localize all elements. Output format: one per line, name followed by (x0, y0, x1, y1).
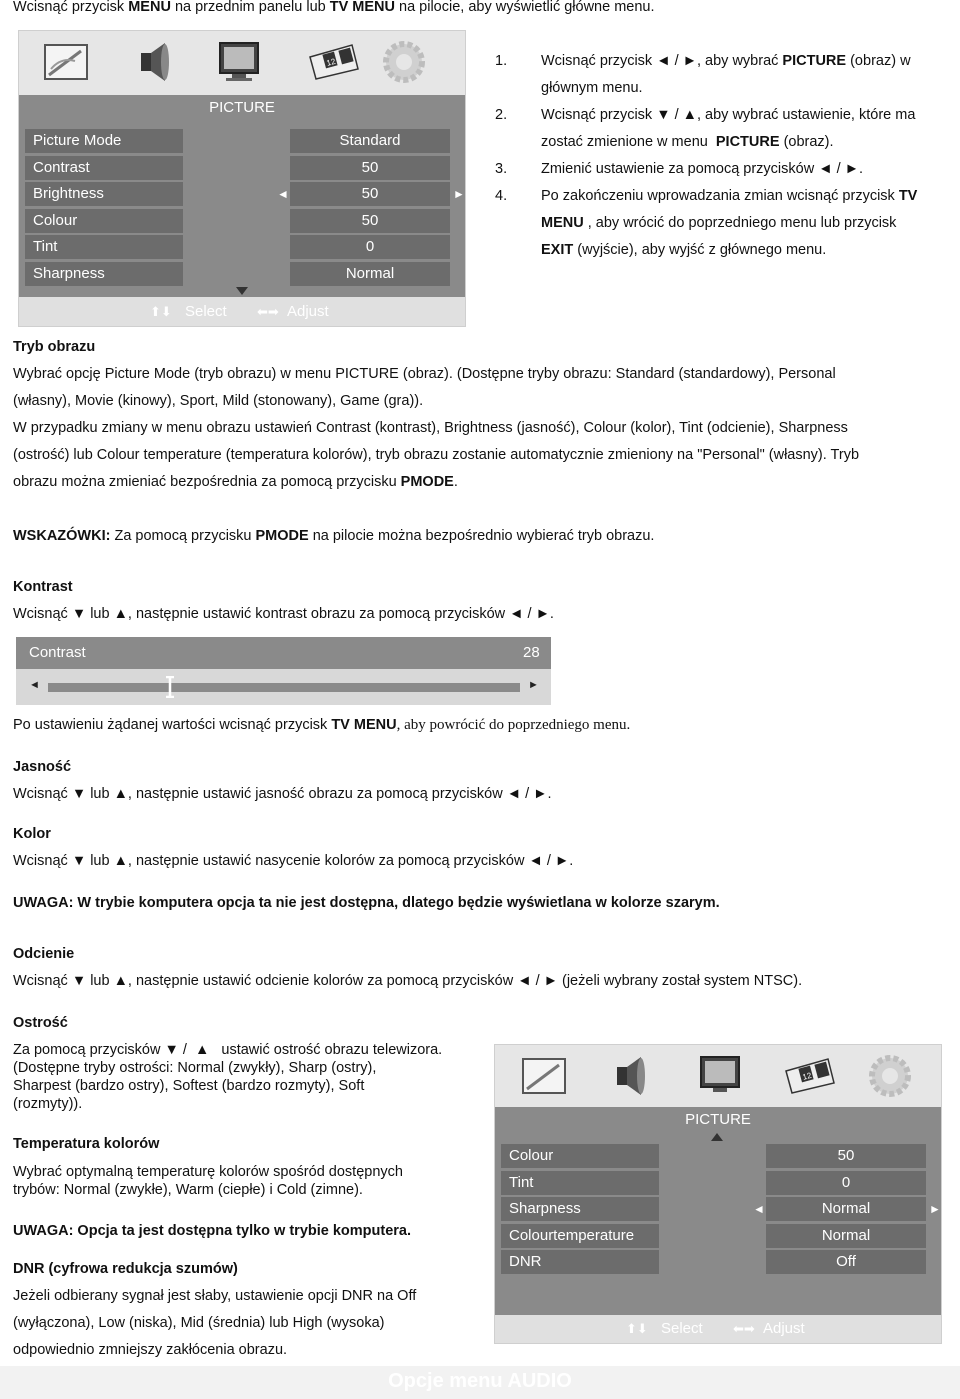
banner-title: Opcje menu AUDIO (388, 1370, 572, 1392)
paragraph-line: (ostrość) lub Colour temperature (temperatura kolorów), tryb obrazu zostanie automatycznie zmieniony na "Personal" (własny). Tryb (13, 447, 860, 463)
section-heading: Ostrość (13, 1015, 68, 1031)
slider-header (16, 637, 551, 669)
paragraph-line: Po ustawieniu żądanej wartości wcisnąć przycisk TV MENU, aby powrócić do poprzedniego menu. (13, 717, 631, 733)
step-text: Po zakończeniu wprowadzania zmian wcisnąć przycisk TV (541, 188, 918, 204)
menu-row-value: Normal (766, 1197, 926, 1221)
step-text: głównym menu. (541, 80, 643, 96)
menu-row-value: Normal (290, 262, 450, 286)
paragraph-line: (wyłączona), Low (niska), Mid (średnia) lub High (wysoka) (13, 1315, 385, 1331)
menu-row-label: Tint (501, 1171, 659, 1195)
clock-hours: 12 (801, 1070, 813, 1082)
select-hint: Select (185, 303, 227, 320)
paragraph-line: (własny), Movie (kinowy), Sport, Mild (stonowany), Game (gra)). (13, 393, 424, 409)
menu-row-label: Colourtemperature (501, 1224, 659, 1248)
clock-icon (304, 39, 364, 85)
menu-row[interactable] (25, 182, 465, 206)
paragraph-line: odpowiednio zmniejszy zakłócenia obrazu. (13, 1342, 288, 1358)
menu-row[interactable] (25, 262, 459, 286)
menu-row-label: Colour (25, 209, 183, 233)
speaker-icon (607, 1053, 657, 1099)
menu-icon-bar (495, 1045, 941, 1107)
menu-row-label: Brightness (25, 182, 183, 206)
menu-row-label: Tint (25, 235, 183, 259)
paragraph-line: Wcisnąć ▼ lub ▲, następnie ustawić kontrast obrazu za pomocą przycisków ◄ / ►. (13, 606, 554, 622)
menu-row[interactable] (501, 1224, 935, 1248)
section-heading: Jasność (13, 759, 72, 775)
paragraph-line: Wcisnąć ▼ lub ▲, następnie ustawić nasycenie kolorów za pomocą przycisków ◄ / ►. (13, 853, 574, 869)
picture-menu-screenshot (18, 30, 466, 327)
menu-row[interactable] (501, 1250, 935, 1274)
step-number: 4. (495, 188, 508, 204)
note: UWAGA: Opcja ta jest dostępna tylko w trybie komputera. (13, 1223, 412, 1239)
menu-row[interactable] (25, 235, 459, 259)
select-hint: Select (661, 1320, 703, 1337)
menu-row[interactable] (501, 1197, 941, 1221)
menu-row[interactable] (25, 156, 459, 180)
slider-thumb (166, 676, 174, 698)
paragraph-line: Wybrać opcję Picture Mode (tryb obrazu) w menu PICTURE (obraz). (Dostępne tryby obrazu: Standard (standardowy), Personal (13, 366, 836, 382)
paragraph-line: (rozmyty)). (13, 1096, 83, 1112)
section-heading: Kontrast (13, 579, 73, 595)
paragraph-line: Za pomocą przycisków ▼ / ▲ ustawić ostrość obrazu telewizora. (13, 1042, 443, 1058)
menu-row-value: 50 (290, 156, 450, 180)
clock-hours: 12 (325, 56, 337, 68)
adjust-hint: Adjust (287, 303, 329, 320)
contrast-slider-screenshot (16, 637, 551, 705)
adjust-hint: Adjust (763, 1320, 805, 1337)
paragraph-line: W przypadku zmiany w menu obrazu ustawień Contrast (kontrast), Brightness (jasność), Colour (kolor), Tint (odcienie), Sharpness (13, 420, 848, 436)
menu-row-value: 50 (290, 182, 450, 206)
step-text: zostać zmienione w menu PICTURE (obraz). (541, 134, 834, 150)
menu-row-label: DNR (501, 1250, 659, 1274)
note: UWAGA: W trybie komputera opcja ta nie jest dostępna, dlatego będzie wyświetlana w kolorze szarym. (13, 895, 720, 911)
menu-row[interactable] (25, 209, 459, 233)
section-banner (0, 1366, 960, 1399)
left-arrow-icon: ◄ (753, 1202, 765, 1216)
picture-icon (519, 1053, 569, 1099)
section-heading: Kolor (13, 826, 51, 842)
paragraph-line: trybów: Normal (zwykłe), Warm (ciepłe) i Cold (zimne). (13, 1182, 363, 1198)
gear-icon (379, 39, 429, 85)
step-number: 3. (495, 161, 508, 177)
paragraph-line: (Dostępne tryby ostrości: Normal (zwykły), Sharp (ostry), (13, 1060, 377, 1076)
menu-row-label: Picture Mode (25, 129, 183, 153)
menu-row-value: Standard (290, 129, 450, 153)
intro-text: Wcisnąć przycisk MENU na przednim panelu lub TV MENU na pilocie, aby wyświetlić główne menu. (13, 0, 655, 15)
monitor-icon (214, 39, 264, 85)
menu-row-value: 50 (290, 209, 450, 233)
gear-icon (865, 1053, 915, 1099)
menu-row-value: 0 (290, 235, 450, 259)
monitor-icon (695, 1053, 745, 1099)
section-heading: Temperatura kolorów (13, 1136, 160, 1152)
menu-title: PICTURE (209, 99, 275, 116)
slider-value: 28 (523, 644, 540, 661)
paragraph-line: Wybrać optymalną temperaturę kolorów spośród dostępnych (13, 1164, 403, 1180)
right-arrow-icon: ► (929, 1202, 941, 1216)
menu-row-value: 0 (766, 1171, 926, 1195)
paragraph-line: Wcisnąć ▼ lub ▲, następnie ustawić jasność obrazu za pomocą przycisków ◄ / ►. (13, 786, 552, 802)
picture-menu-screenshot-2 (494, 1044, 942, 1344)
menu-title: PICTURE (685, 1111, 751, 1128)
tip-text: WSKAZÓWKI: Za pomocą przycisku PMODE na pilocie można bezpośrednio wybierać tryb obrazu. (13, 528, 655, 544)
picture-icon (41, 39, 91, 85)
menu-row[interactable] (501, 1171, 935, 1195)
leftright-icon: ⬅➡ (733, 1321, 755, 1336)
step-text: MENU , aby wrócić do poprzedniego menu lub przycisk (541, 215, 897, 231)
left-arrow-icon: ◄ (29, 679, 40, 691)
scroll-up-icon (711, 1133, 723, 1141)
step-text: Wcisnąć przycisk ◄ / ►, aby wybrać PICTURE (obraz) w (541, 53, 911, 69)
section-heading: Odcienie (13, 946, 75, 962)
leftright-icon: ⬅➡ (257, 304, 279, 319)
menu-row-value: Off (766, 1250, 926, 1274)
menu-row-label: Contrast (25, 156, 183, 180)
menu-row[interactable] (501, 1144, 935, 1168)
slider-label: Contrast (29, 644, 86, 661)
scroll-down-icon (236, 287, 248, 295)
paragraph-line: Jeżeli odbierany sygnał jest słaby, ustawienie opcji DNR na Off (13, 1288, 417, 1304)
step-number: 1. (495, 53, 508, 69)
updown-icon: ⬆⬇ (626, 1321, 648, 1336)
speaker-icon (131, 39, 181, 85)
menu-footer (19, 297, 465, 326)
menu-row-label: Sharpness (501, 1197, 659, 1221)
step-text: EXIT (wyjście), aby wyjść z głównego menu. (541, 242, 827, 258)
step-text: Zmienić ustawienie za pomocą przycisków ◄ / ►. (541, 161, 864, 177)
menu-row-label: Sharpness (25, 262, 183, 286)
updown-icon: ⬆⬇ (150, 304, 172, 319)
menu-footer (495, 1315, 941, 1343)
menu-row-value: Normal (766, 1224, 926, 1248)
right-arrow-icon: ► (453, 187, 465, 201)
menu-row-value: 50 (766, 1144, 926, 1168)
slider-track (48, 683, 520, 692)
step-text: Wcisnąć przycisk ▼ / ▲, aby wybrać ustawienie, które ma (541, 107, 916, 123)
clock-icon (780, 1053, 840, 1099)
left-arrow-icon: ◄ (277, 187, 289, 201)
menu-row[interactable] (25, 129, 459, 153)
paragraph-line: obrazu można zmieniać bezpośrednia za pomocą przycisku PMODE. (13, 474, 458, 490)
menu-row-label: Colour (501, 1144, 659, 1168)
right-arrow-icon: ► (528, 679, 539, 691)
section-heading: Tryb obrazu (13, 339, 96, 355)
menu-icon-bar (19, 31, 465, 95)
paragraph-line: Sharpest (bardzo ostry), Softest (bardzo rozmyty), Soft (13, 1078, 365, 1094)
section-heading: DNR (cyfrowa redukcja szumów) (13, 1261, 238, 1277)
step-number: 2. (495, 107, 508, 123)
paragraph-line: Wcisnąć ▼ lub ▲, następnie ustawić odcienie kolorów za pomocą przycisków ◄ / ► (jeżeli wybrany został system NTSC). (13, 973, 803, 989)
